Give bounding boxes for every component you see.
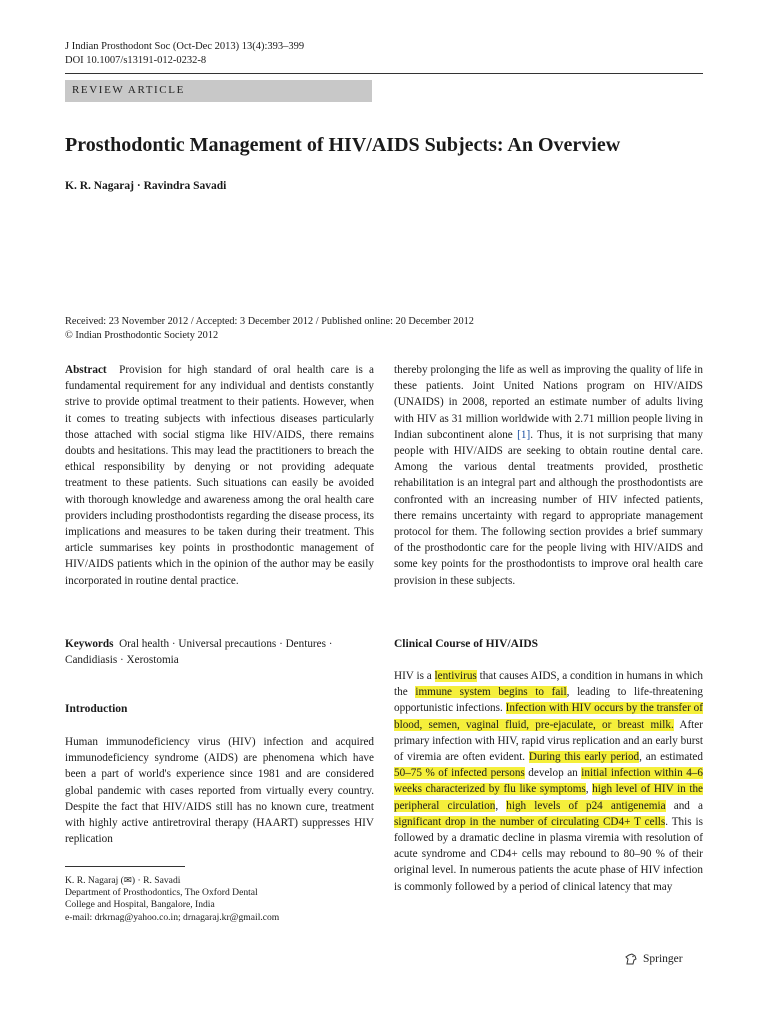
author-line: K. R. Nagaraj · Ravindra Savadi (65, 180, 227, 192)
body-text: , (585, 783, 593, 796)
abstract (65, 362, 374, 589)
body-text: , (495, 799, 507, 812)
keywords-label: Keywords (65, 638, 114, 650)
clinical-course-body (394, 668, 703, 895)
abstract-text: Provision for high standard of oral health care is a fundamental requirement for any individual and dentists constantly strive to provide optimal treatment to their patients. However, when it comes to treating subjects with infectious diseases particularly those attached with social stigma like HIV/AIDS, there remains doubts and hesitations. This may lead the practitioners to breach the ethical responsibility by denying or not providing adequate treatment to these patients. Such situations can easily be avoided with thorough knowledge and awareness among the oral health care providers including prosthodontists regarding the disease process, its implications and measures to be taken during their treatment. This article summarises key points in prosthodontic management of HIV/AIDS patients which in the opinion of the author may be easily incorporated in routine dental practice. (65, 364, 375, 587)
keywords (65, 636, 374, 668)
body-text: After primary infection with HIV, rapid virus replication and an early burst of viremia are often evident. (394, 718, 703, 764)
article-title: Prosthodontic Management of HIV/AIDS Subjects: An Overview (65, 134, 621, 156)
highlighted-text: initial infection within 4–6 weeks characterized by flu like symptoms (394, 767, 703, 796)
highlighted-text: During this early period (528, 751, 640, 764)
highlighted-text: high levels of p24 antigenemia (506, 799, 666, 812)
highlighted-text: significant drop in the number of circulating CD4+ T cells (394, 815, 666, 828)
header-rule (65, 73, 703, 74)
publication-dates: Received: 23 November 2012 / Accepted: 3 December 2012 / Published online: 20 December 2012 (65, 316, 474, 327)
article-type-label: REVIEW ARTICLE (72, 84, 185, 96)
right-column-paragraph (394, 362, 703, 589)
footnote-authors: K. R. Nagaraj (✉) · R. Savadi (65, 875, 181, 886)
journal-citation: J Indian Prosthodont Soc (Oct-Dec 2013) 13(4):393–399 (65, 41, 305, 52)
clinical-course-heading: Clinical Course of HIV/AIDS (394, 638, 539, 650)
doi-line: DOI 10.1007/s13191-012-0232-8 (65, 55, 207, 66)
citation-link[interactable]: [1] (517, 428, 531, 441)
abstract-label: Abstract (65, 364, 107, 376)
clinical-course-text (394, 668, 703, 895)
introduction-text: Human immunodeficiency virus (HIV) infection and acquired immunodeficiency syndrome (AIDS) are phenomena which have been a part of world's experience since 1981 and are considered global pandemic with cases reported from virtually every country. Despite the fact that HIV/AIDS still has no known cure, treatment with highly active antiretroviral therapy (HAART) suppresses HIV replication (65, 736, 374, 846)
body-text: , leading to life-threatening opportunistic infections. (394, 686, 703, 715)
springer-horse-icon (624, 952, 638, 966)
author-footnote (65, 875, 374, 924)
introduction-heading: Introduction (65, 703, 128, 715)
publisher-name: Springer (643, 953, 683, 965)
right-text-part1: thereby prolonging the life as well as improving the quality of life in these patients. Joint United Nations program on HIV/AIDS (UNAIDS) in 2008, reported an estimate number of adults living with HIV as 31 million worldwide with 2.71 million people living in Indian subcontinent alone (394, 364, 703, 441)
footnote-rule (65, 866, 185, 867)
highlighted-text: Infection with HIV occurs by the transfer of blood, semen, vaginal fluid, pre-ejaculate, or breast milk. (394, 702, 703, 731)
footnote-email: e-mail: drkrnag@yahoo.co.in; drnagaraj.kr@gmail.com (65, 911, 280, 923)
highlighted-text: immune system begins to fail (415, 686, 567, 699)
body-text: develop an (524, 767, 582, 780)
copyright-line: © Indian Prosthodontic Society 2012 (65, 330, 219, 341)
body-text: that causes AIDS, a condition in humans in which the (394, 670, 704, 699)
body-text: , an estimated (639, 751, 703, 764)
body-text: . This is followed by a dramatic decline in plasma viremia with resolution of acute syndrome and CD4+ cells may rebound to 80–90 % of their original level. In numerous patients the acute phase of HIV infection is commonly followed by a period of clinical latency that may (394, 815, 703, 893)
highlighted-text: high level of HIV in the peripheral circulation (394, 783, 703, 812)
publisher-logo (624, 952, 683, 966)
footnote-affiliation-1: Department of Prosthodontics, The Oxford Dental (65, 887, 258, 899)
highlighted-text: 50–75 % of infected persons (394, 767, 525, 780)
highlighted-text: lentivirus (434, 670, 477, 682)
body-text: HIV is a (394, 670, 435, 682)
introduction-body (65, 734, 374, 847)
body-text: and a (665, 799, 703, 812)
footnote-affiliation-2: College and Hospital, Bangalore, India (65, 899, 215, 911)
right-text-part2: . Thus, it is not surprising that many people with HIV/AIDS are seeking to obtain routine dental care. Among the various dental treatments provided, prosthetic rehabilitation is an integral part and although the prosthodontists are confronted with an increasing number of HIV infected patients, there remains uncertainty with regard to appropriate management protocol for them. The following section provides a brief summary of the prosthodontic care for the people living with HIV/AIDS and some key points for the prosthodontists to improve oral health care provision in these subjects. (394, 428, 703, 587)
keywords-text: Oral health · Universal precautions · Dentures · Candidiasis · Xerostomia (65, 638, 333, 667)
